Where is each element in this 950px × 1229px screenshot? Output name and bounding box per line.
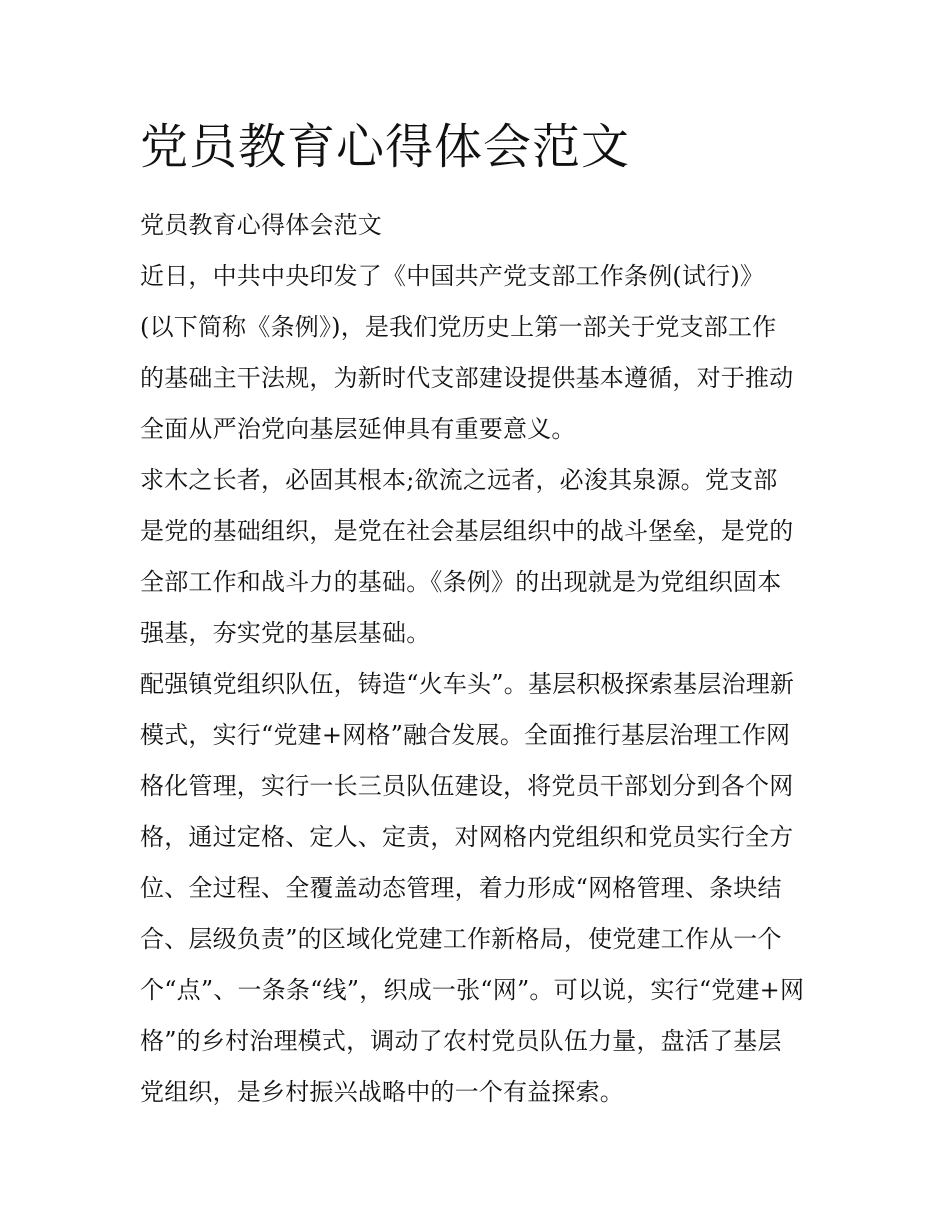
text-line: 合、层级负责”的区域化党建工作新格局，使党建工作从一个 — [140, 925, 782, 953]
text-line: 格，通过定格、定人、定责，对网格内党组织和党员实行全方 — [140, 823, 794, 851]
text-line: 全面从严治党向基层延伸具有重要意义。 — [140, 415, 576, 443]
text-line: (以下简称《条例》)，是我们党历史上第一部关于党支部工作 — [140, 313, 777, 341]
text-line: 强基，夯实党的基层基础。 — [140, 619, 431, 647]
text-line: 格化管理，实行一长三员队伍建设，将党员干部划分到各个网 — [140, 772, 794, 800]
text-line: 求木之长者，必固其根本;欲流之远者，必浚其泉源。党支部 — [140, 466, 778, 494]
text-line: 个“点”、一条条“线”，织成一张“网”。可以说，实行“党建+网 — [140, 976, 805, 1004]
text-line: 党组织，是乡村振兴战略中的一个有益探索。 — [140, 1078, 624, 1106]
text-line: 全部工作和战斗力的基础。《条例》的出现就是为党组织固本 — [140, 568, 782, 596]
text-line: 格”的乡村治理模式，调动了农村党员队伍力量，盘活了基层 — [140, 1027, 782, 1055]
document-title: 党员教育心得体会范文 — [140, 119, 631, 175]
text-line: 是党的基础组织，是党在社会基层组织中的战斗堡垒，是党的 — [140, 517, 794, 545]
text-line: 近日，中共中央印发了《中国共产党支部工作条例(试行)》 — [140, 262, 765, 290]
text-line: 位、全过程、全覆盖动态管理，着力形成“网格管理、条块结 — [140, 874, 782, 902]
text-line: 配强镇党组织队伍，铸造“火车头”。基层积极探索基层治理新 — [140, 670, 795, 698]
text-line: 模式，实行“党建+网格”融合发展。全面推行基层治理工作网 — [140, 721, 791, 749]
text-line: 的基础主干法规，为新时代支部建设提供基本遵循，对于推动 — [140, 364, 794, 392]
document-body — [140, 200, 820, 1118]
text-line: 党员教育心得体会范文 — [140, 211, 382, 239]
